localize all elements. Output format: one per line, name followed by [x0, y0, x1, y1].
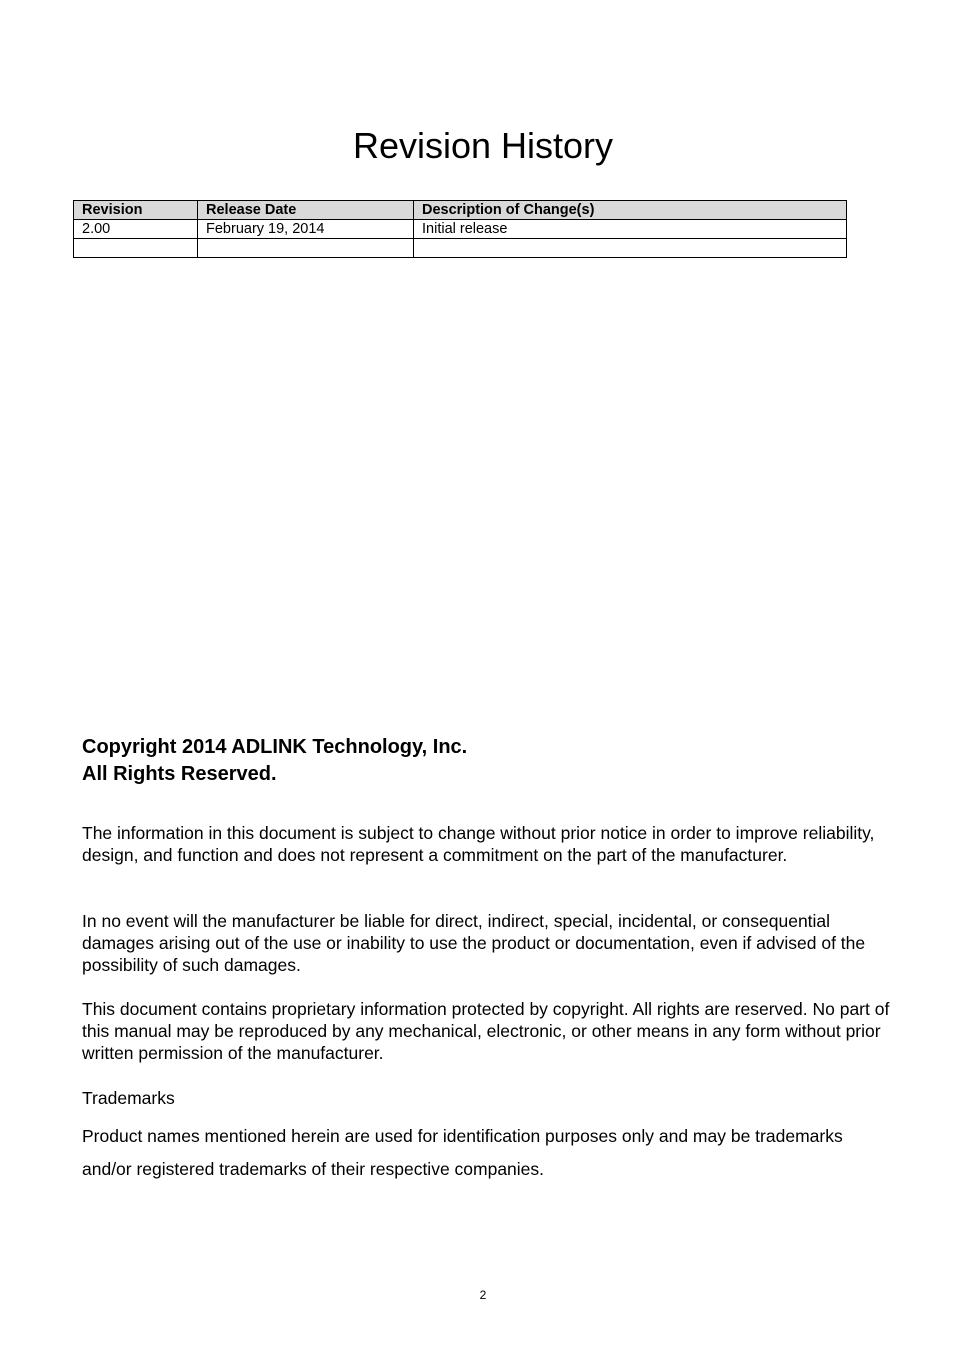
trademarks-body: Product names mentioned herein are used for identification purposes only and may be trademarks and/or registered trademarks of their respective companies.	[82, 1126, 843, 1179]
description-cell: Initial release	[414, 220, 847, 239]
disclaimer-paragraph-liability: In no event will the manufacturer be liable for direct, indirect, special, incidental, or consequential damages arising out of the use or inability to use the product or documentation, even if advised of the possibility of such damages.	[82, 911, 866, 975]
page-number: 2	[479, 1288, 487, 1302]
table-row	[74, 220, 847, 239]
table-header-row	[74, 201, 847, 220]
revision-cell: 2.00	[74, 220, 198, 239]
revision-history-table	[73, 200, 847, 258]
disclaimer-paragraph-proprietary: This document contains proprietary information protected by copyright. All rights are reserved. No part of this manual may be reproduced by any mechanical, electronic, or other means in any form without prior written permission of the manufacturer.	[82, 999, 890, 1063]
page-title: Revision History	[352, 125, 614, 166]
trademarks-heading: Trademarks	[82, 1088, 175, 1108]
release-date-cell	[198, 239, 414, 258]
disclaimer-paragraph-change-notice: The information in this document is subject to change without prior notice in order to improve reliability, design, and function and does not represent a commitment on the part of the manufacturer.	[82, 823, 875, 865]
rights-reserved-line: All Rights Reserved.	[82, 763, 277, 785]
revision-column-header: Revision	[74, 201, 198, 220]
copyright-notice	[82, 734, 902, 788]
copyright-line: Copyright 2014 ADLINK Technology, Inc.	[82, 736, 468, 758]
release-date-column-header: Release Date	[198, 201, 414, 220]
release-date-cell: February 19, 2014	[198, 220, 414, 239]
description-cell	[414, 239, 847, 258]
revision-cell	[74, 239, 198, 258]
table-row	[74, 239, 847, 258]
description-column-header: Description of Change(s)	[414, 201, 847, 220]
